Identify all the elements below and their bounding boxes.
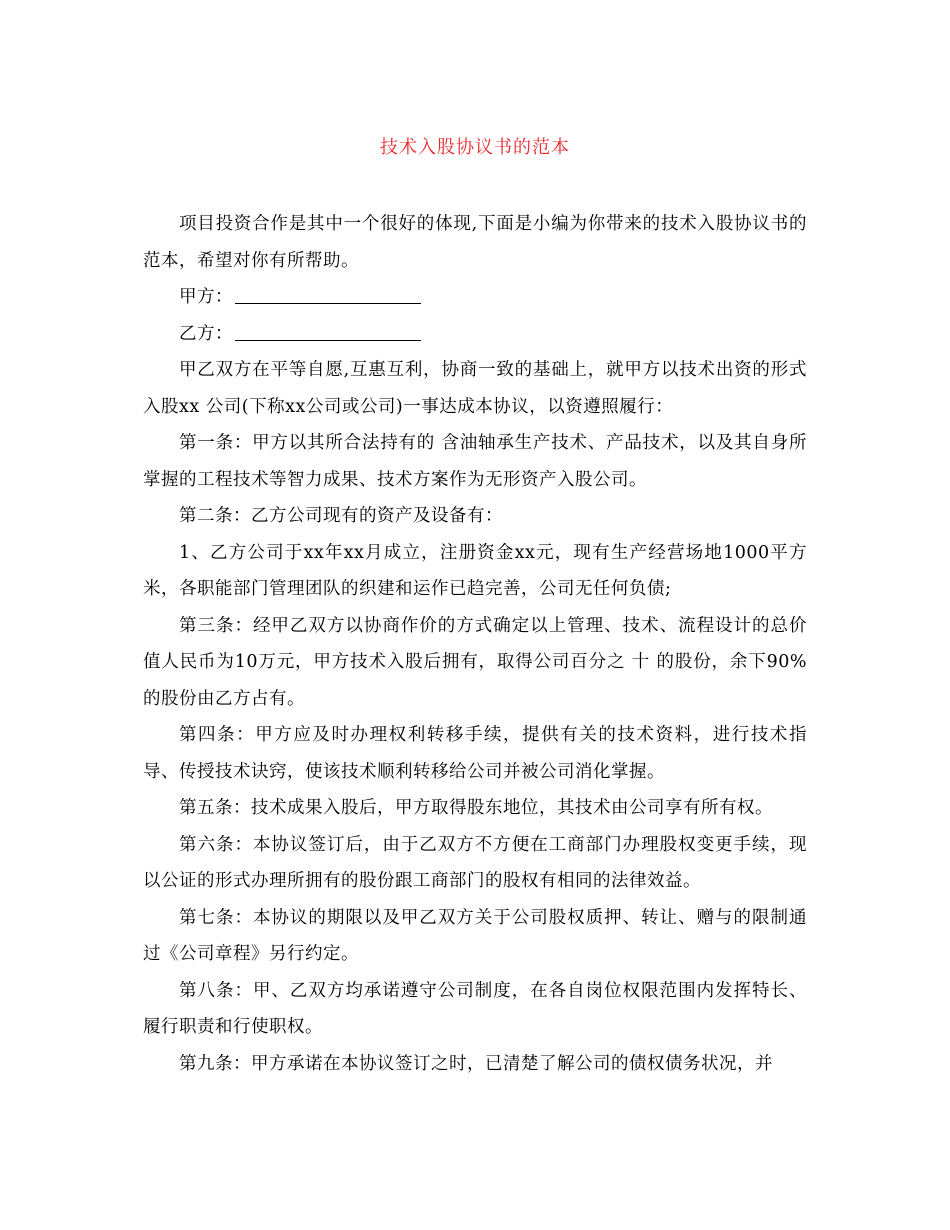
article-6: 第六条：本协议签订后，由于乙双方不方便在工商部门办理股权变更手续，现以公证的形式办理所拥有的股份跟工商部门的股权有相同的法律效益。 [143, 834, 807, 891]
party-b-label: 乙方： [179, 323, 233, 344]
party-b-blank [235, 322, 421, 341]
article-1: 第一条：甲方以其所合法持有的 含油轴承生产技术、产品技术，以及其自身所掌握的工程技术等智力成果、技术方案作为无形资产入股公司。 [143, 433, 807, 490]
party-a-label: 甲方： [179, 287, 233, 307]
article-2: 第二条：乙方公司现有的资产及设备有： [179, 506, 503, 526]
intro-paragraph: 项目投资合作是其中一个很好的体现,下面是小编为你带来的技术入股协议书的范本，希望对你有所帮助。 [143, 214, 807, 271]
article-8: 第八条：甲、乙双方均承诺遵守公司制度，在各自岗位权限范围内发挥特长、履行职责和行使职权。 [143, 980, 807, 1037]
article-7: 第七条：本协议的期限以及甲乙双方关于公司股权质押、转让、赠与的限制通过《公司章程》另行约定。 [143, 907, 807, 964]
document-body [143, 206, 807, 1082]
party-a-line [143, 279, 807, 316]
article-4: 第四条：甲方应及时办理权利转移手续，提供有关的技术资料，进行技术指导、传授技术诀窍，使该技术顺利转移给公司并被公司消化掌握。 [143, 725, 807, 782]
party-b-line [143, 316, 807, 353]
article-2-item-1: 1、乙方公司于xx年xx月成立，注册资金xx元，现有生产经营场地1000平方米，各职能部门管理团队的织建和运作已趋完善，公司无任何负债; [143, 542, 807, 599]
article-3: 第三条：经甲乙双方以协商作价的方式确定以上管理、技术、流程设计的总价值人民币为10万元，甲方技术入股后拥有，取得公司百分之 十 的股份，余下90%的股份由乙方占有。 [143, 615, 807, 709]
party-a-blank [235, 285, 421, 304]
article-5: 第五条：技术成果入股后，甲方取得股东地位，其技术由公司享有所有权。 [179, 798, 773, 818]
article-9: 第九条：甲方承诺在本协议签订之时，已清楚了解公司的债权债务状况，并 [179, 1053, 773, 1074]
document-title: 技术入股协议书的范本 [380, 137, 570, 158]
preamble-paragraph: 甲乙双方在平等自愿,互惠互利，协商一致的基础上，就甲方以技术出资的形式入股xx 公司(下称xx公司或公司)一事达成本协议，以资遵照履行： [143, 360, 807, 417]
